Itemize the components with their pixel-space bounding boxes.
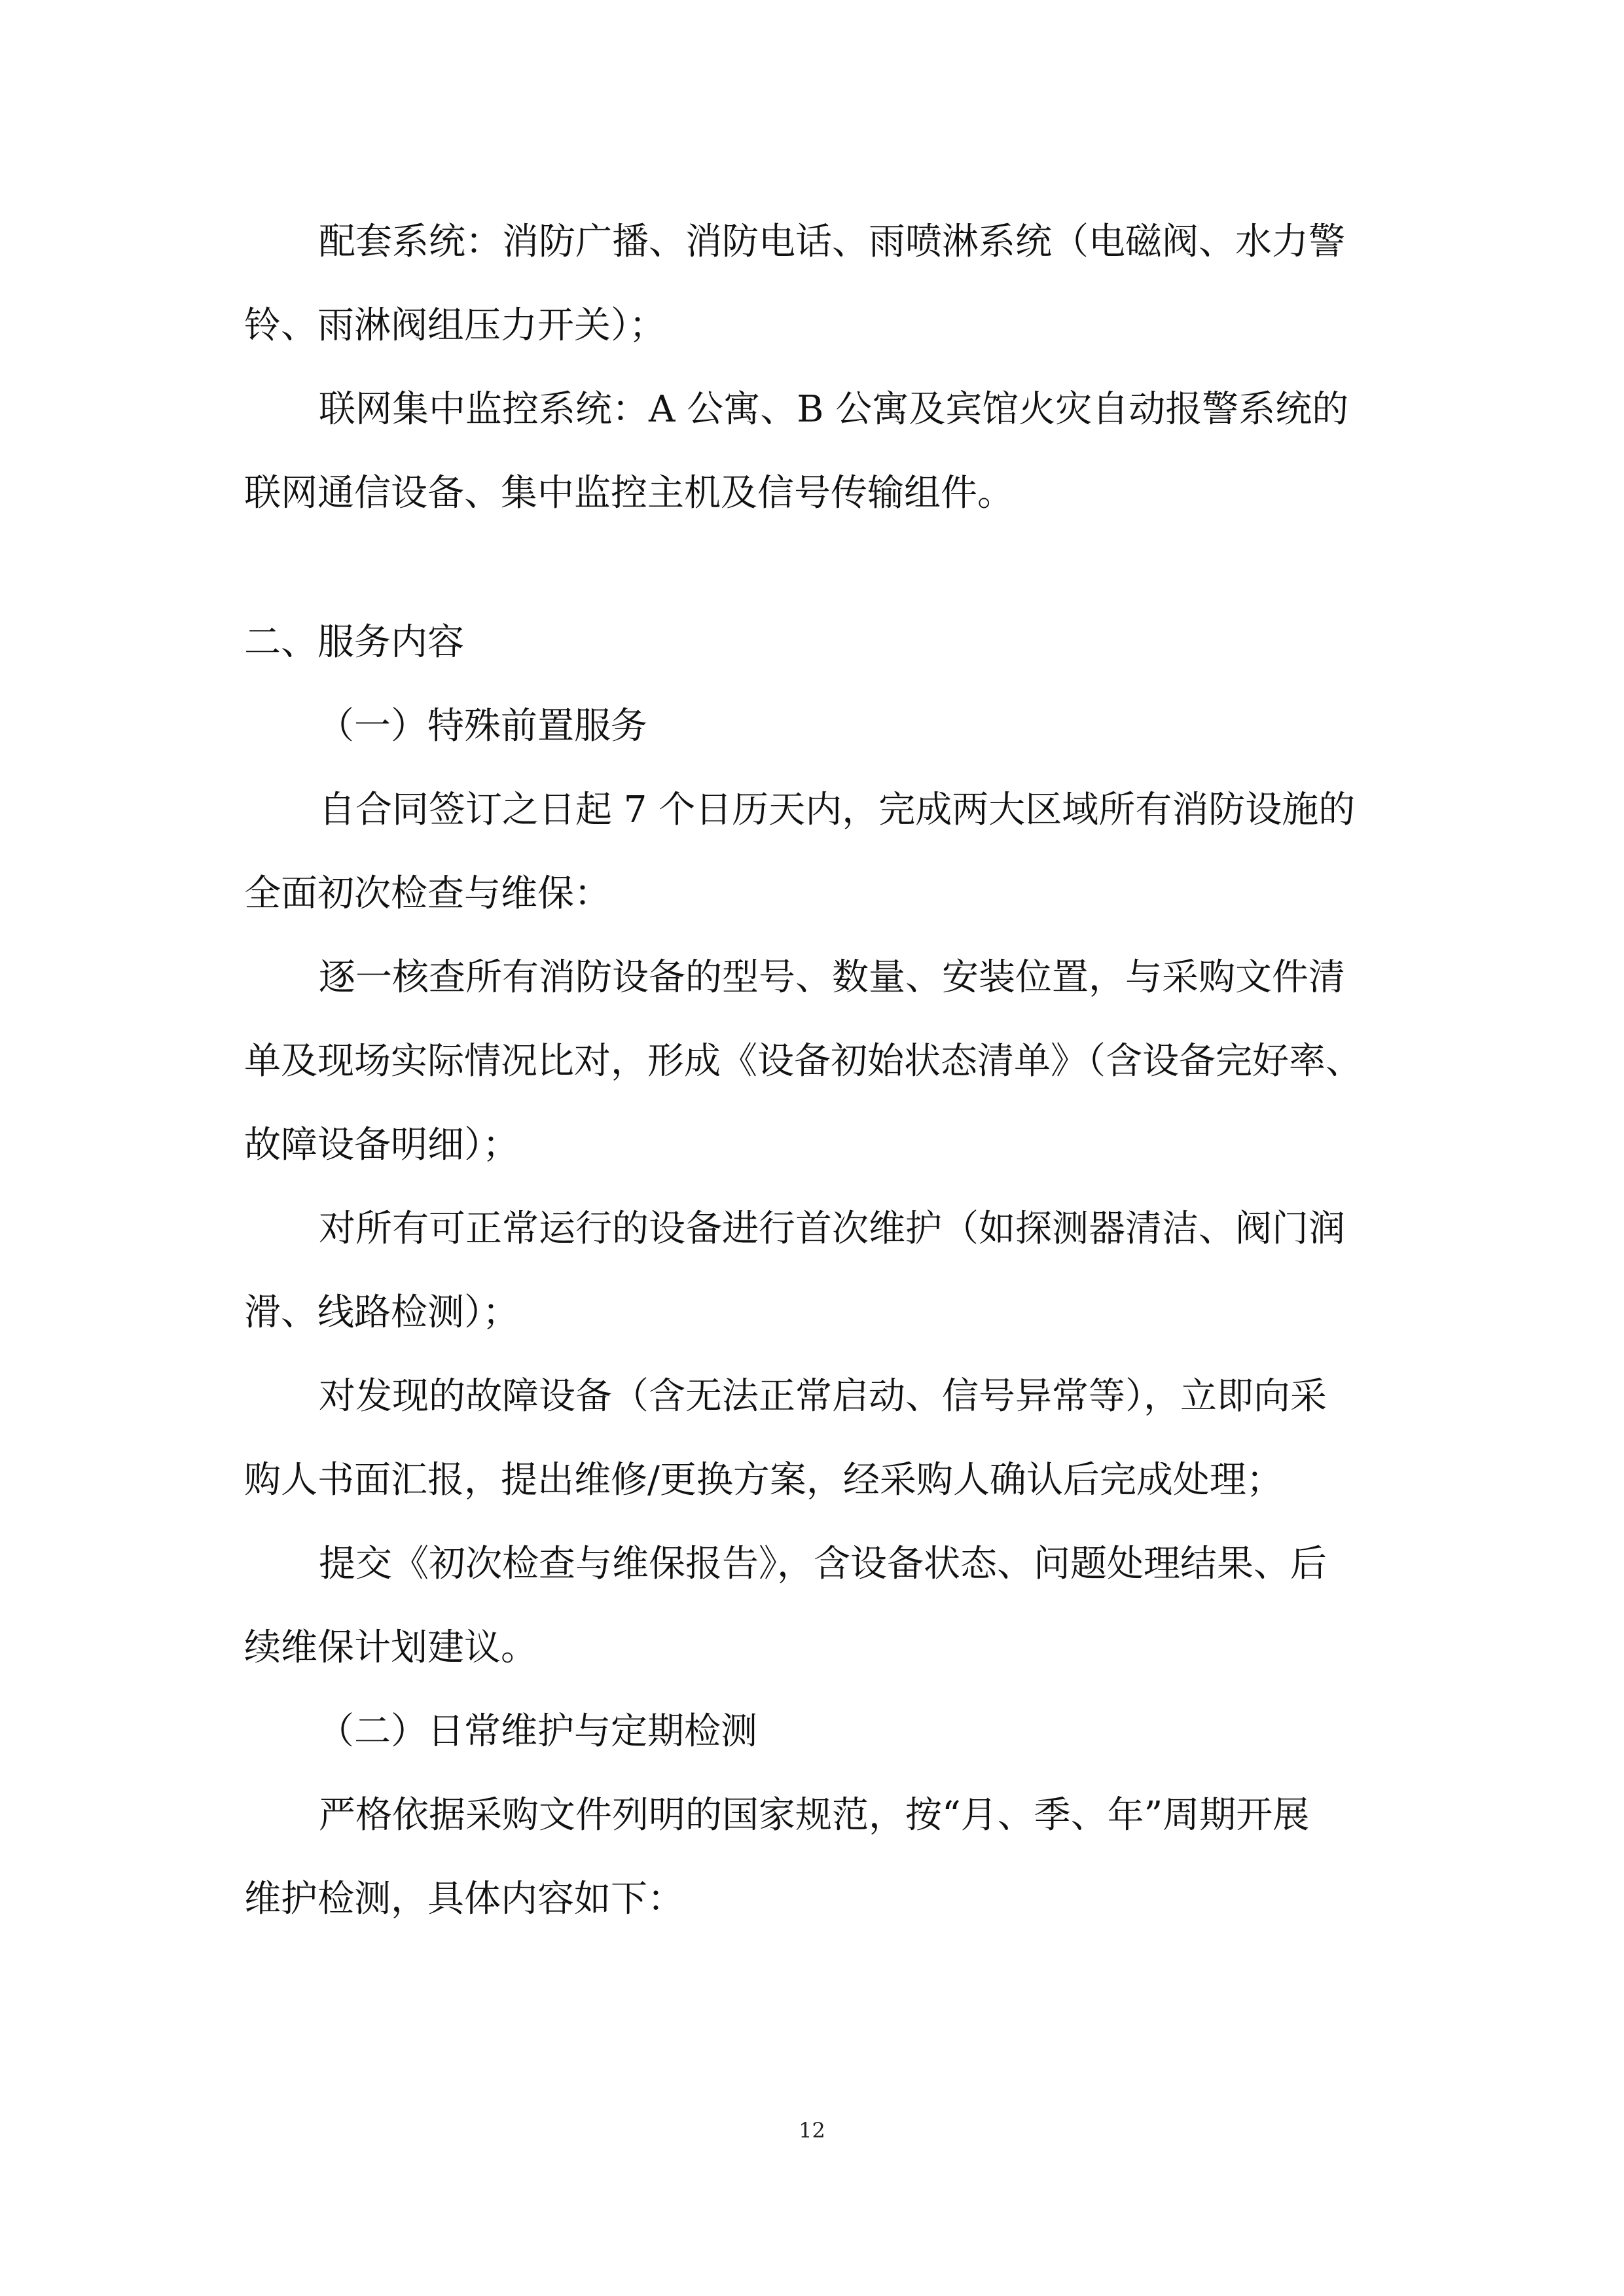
subsection-heading: （二）日常维护与定期检测 [317, 1710, 757, 1753]
text-line: 故障设备明细）； [244, 1124, 519, 1166]
page-number: 12 [799, 2118, 825, 2143]
text-line: 提交《初次检查与维保报告》，含设备状态、问题处理结果、后 [319, 1543, 1327, 1585]
text-line: 对发现的故障设备（含无法正常启动、信号异常等），立即向采 [319, 1375, 1327, 1418]
section-heading: 二、服务内容 [244, 621, 464, 664]
text-line: 购人书面汇报，提出维修/更换方案，经采购人确认后完成处理； [244, 1459, 1283, 1501]
subsection-heading: （一）特殊前置服务 [317, 705, 647, 747]
text-line: 全面初次检查与维保： [244, 872, 611, 915]
text-line: 单及现场实际情况比对，形成《设备初始状态清单》（含设备完好率、 [244, 1040, 1362, 1083]
text-line: 续维保计划建议。 [244, 1626, 537, 1669]
text-line: 配套系统：消防广播、消防电话、雨喷淋系统（电磁阀、水力警 [319, 221, 1345, 263]
text-line: 铃、雨淋阀组压力开关）； [244, 304, 666, 347]
text-line: 联网集中监控系统：A 公寓、B 公寓及宾馆火灾自动报警系统的 [319, 388, 1349, 431]
text-line: 联网通信设备、集中监控主机及信号传输组件。 [244, 472, 1014, 514]
text-line: 维护检测，具体内容如下： [244, 1878, 684, 1920]
text-line: 逐一核查所有消防设备的型号、数量、安装位置，与采购文件清 [319, 956, 1345, 999]
text-line: 严格依据采购文件列明的国家规范，按“月、季、年”周期开展 [319, 1794, 1310, 1837]
text-line: 对所有可正常运行的设备进行首次维护（如探测器清洁、阀门润 [319, 1208, 1345, 1250]
text-line: 滑、线路检测）； [244, 1291, 519, 1334]
text-line: 自合同签订之日起 7 个日历天内，完成两大区域所有消防设施的 [319, 789, 1356, 831]
